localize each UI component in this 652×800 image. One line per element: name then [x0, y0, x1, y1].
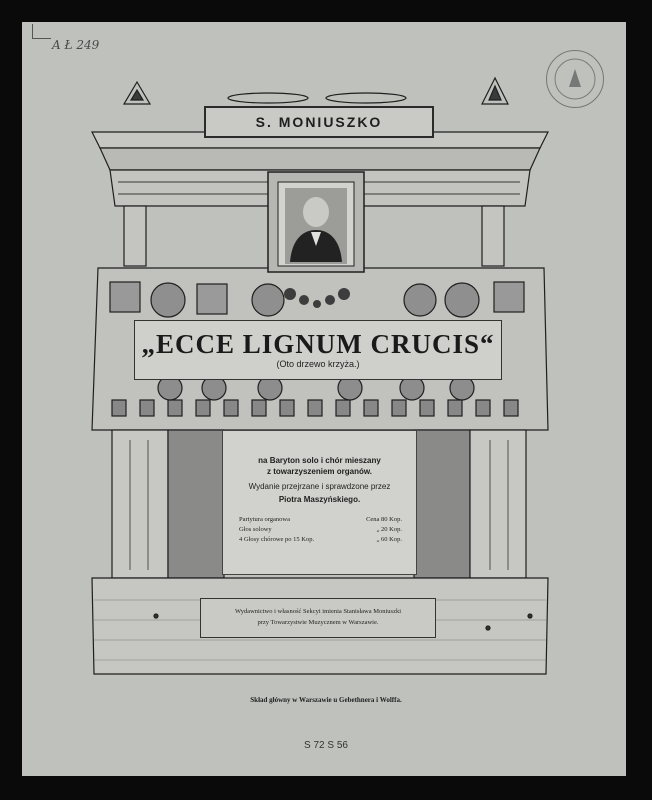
price-item: Partytura organowa [239, 516, 290, 523]
work-subtitle: (Oto drzewo krzyża.) [276, 359, 360, 369]
edition-note: Wydanie przejrzane i sprawdzone przez [248, 482, 391, 491]
work-title: „ECCE LIGNUM CRUCIS“ [141, 329, 495, 359]
editor-name: Piotra Maszyńskiego. [278, 495, 361, 504]
composer-name: S. MONIUSZKO [204, 106, 434, 138]
price-row [223, 535, 416, 545]
distribution-note: Skład główny w Warszawie u Gebethnera i Wolffa. [250, 696, 402, 704]
instrumentation-line-2: z towarzyszeniem organów. [266, 467, 373, 476]
publisher-banner [200, 598, 436, 638]
price-value: Cena 80 Kop. [366, 516, 402, 523]
price-item: 4 Głosy chórowe po 15 Kop. [239, 536, 315, 543]
publisher-line-2: przy Towarzystwie Muzycznem w Warszawie. [257, 619, 379, 626]
shelfmark: S 72 S 56 [304, 740, 348, 751]
price-value: „ 20 Kop. [376, 526, 402, 533]
publisher-line-1: Wydawnictwo i własność Sekcyi imienia Stanisława Moniuszki [234, 608, 402, 615]
instrumentation-line-1: na Baryton solo i chór mieszany [258, 456, 381, 465]
info-panel [222, 430, 417, 575]
handwritten-mark: A Ł 249 [52, 38, 100, 52]
price-row [223, 525, 416, 535]
price-item: Głos solowy [239, 526, 272, 533]
price-row [223, 515, 416, 525]
title-panel [134, 320, 502, 380]
price-value: „ 60 Kop. [376, 536, 402, 543]
